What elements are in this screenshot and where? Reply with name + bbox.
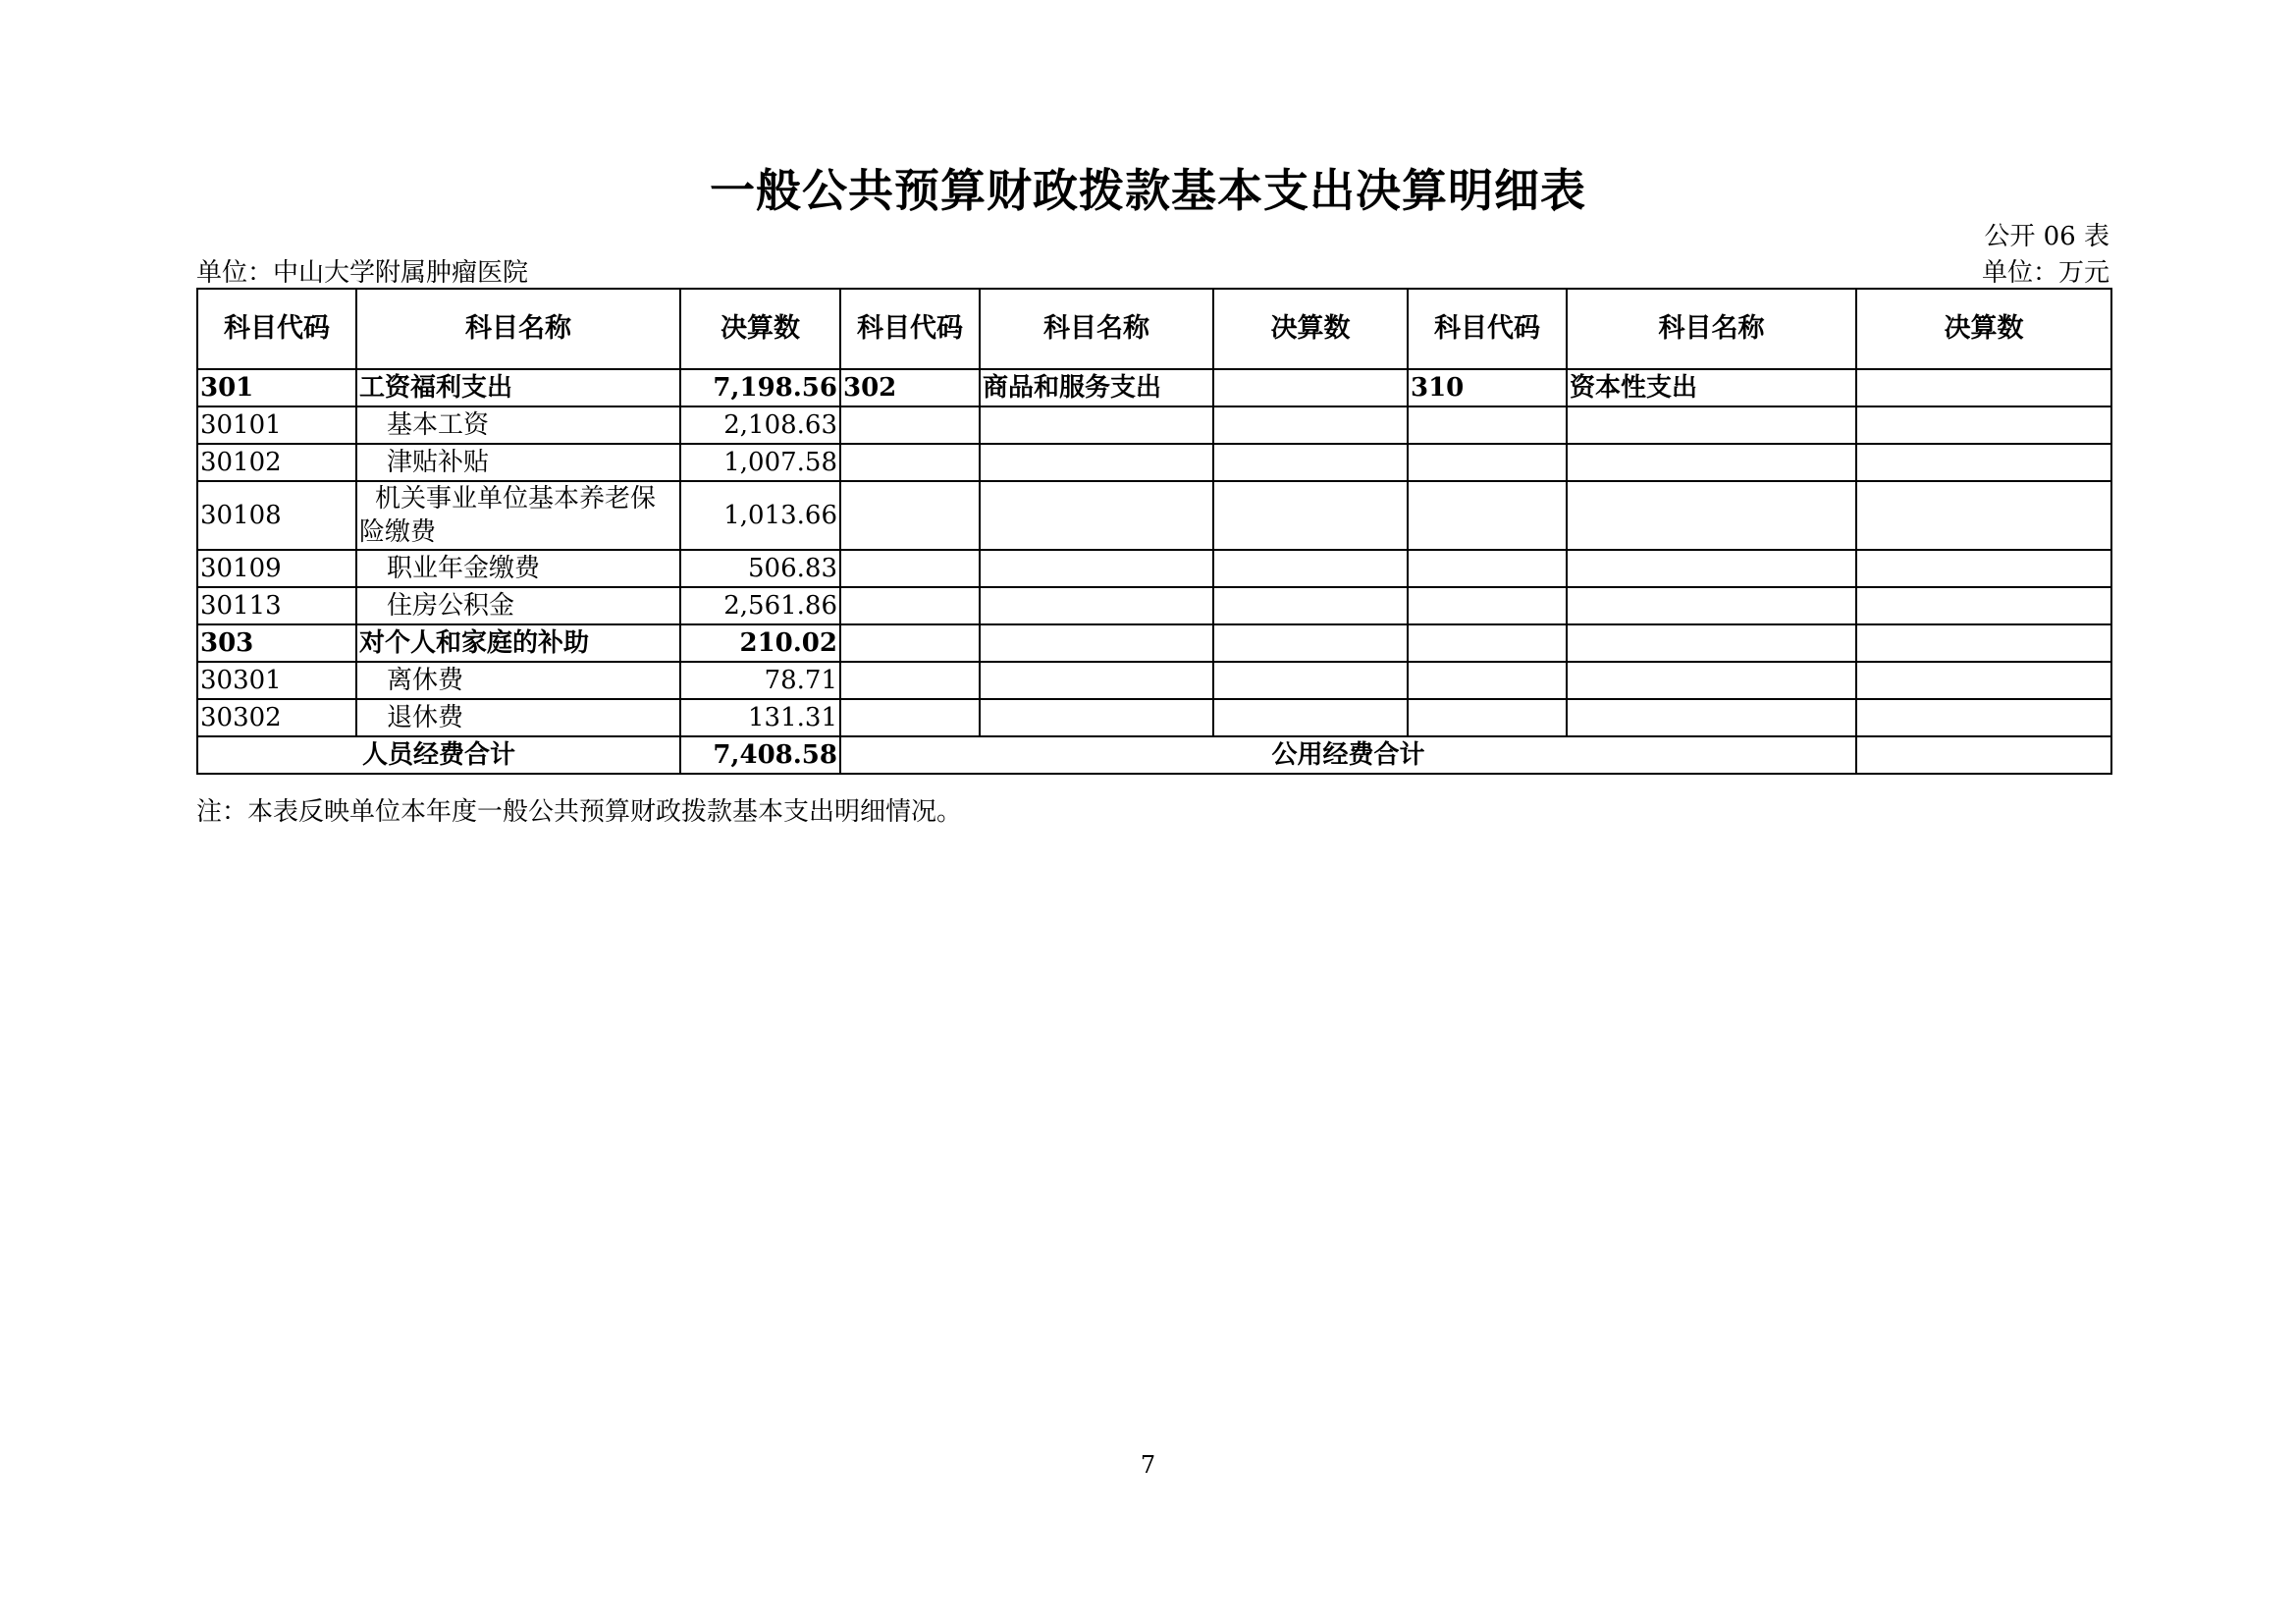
table-row	[197, 662, 2111, 699]
empty-cell	[840, 699, 980, 736]
row-name: 离休费	[356, 662, 680, 699]
row-name: 商品和服务支出	[980, 369, 1213, 406]
table-note: 注：本表反映单位本年度一般公共预算财政拨款基本支出明细情况。	[196, 797, 963, 827]
table-row	[197, 550, 2111, 587]
row-amount: 78.71	[680, 662, 840, 699]
header-code-3: 科目代码	[1408, 289, 1567, 369]
row-code: 302	[840, 369, 980, 406]
personnel-total-value: 7,408.58	[680, 736, 840, 774]
row-name: 机关事业单位基本养老保险缴费	[356, 481, 680, 550]
table-header-row	[197, 289, 2111, 369]
empty-cell	[840, 444, 980, 481]
table-row	[197, 587, 2111, 624]
row-code: 30113	[197, 587, 356, 624]
table-row	[197, 369, 2111, 406]
row-name: 职业年金缴费	[356, 550, 680, 587]
row-code: 30102	[197, 444, 356, 481]
public-total-value	[1856, 736, 2111, 774]
empty-cell	[1856, 662, 2111, 699]
empty-cell	[1408, 550, 1567, 587]
empty-cell	[840, 662, 980, 699]
empty-cell	[1408, 662, 1567, 699]
empty-cell	[1856, 699, 2111, 736]
row-code: 30101	[197, 406, 356, 444]
empty-cell	[980, 587, 1213, 624]
header-amount-2: 决算数	[1213, 289, 1408, 369]
empty-cell	[840, 587, 980, 624]
empty-cell	[1213, 444, 1408, 481]
empty-cell	[1408, 624, 1567, 662]
totals-row	[197, 736, 2111, 774]
empty-cell	[980, 550, 1213, 587]
expenditure-table	[196, 288, 2112, 775]
table-row	[197, 699, 2111, 736]
empty-cell	[980, 699, 1213, 736]
empty-cell	[1213, 587, 1408, 624]
empty-cell	[1856, 587, 2111, 624]
header-name-2: 科目名称	[980, 289, 1213, 369]
header-code-2: 科目代码	[840, 289, 980, 369]
empty-cell	[980, 662, 1213, 699]
empty-cell	[1213, 481, 1408, 550]
empty-cell	[1567, 406, 1856, 444]
row-amount: 1,013.66	[680, 481, 840, 550]
table-row	[197, 481, 2111, 550]
empty-cell	[1408, 444, 1567, 481]
empty-cell	[840, 406, 980, 444]
empty-cell	[1567, 699, 1856, 736]
empty-cell	[1856, 550, 2111, 587]
table-row	[197, 624, 2111, 662]
page-number: 7	[1140, 1451, 1156, 1479]
empty-cell	[1856, 406, 2111, 444]
empty-cell	[1856, 444, 2111, 481]
header-amount-1: 决算数	[680, 289, 840, 369]
empty-cell	[980, 444, 1213, 481]
row-name: 津贴补贴	[356, 444, 680, 481]
empty-cell	[1856, 481, 2111, 550]
empty-cell	[840, 481, 980, 550]
empty-cell	[980, 406, 1213, 444]
empty-cell	[1213, 699, 1408, 736]
form-number: 公开 06 表	[1984, 222, 2109, 251]
row-amount	[1213, 369, 1408, 406]
row-code: 30301	[197, 662, 356, 699]
row-code: 303	[197, 624, 356, 662]
header-amount-3: 决算数	[1856, 289, 2111, 369]
public-total-label: 公用经费合计	[840, 736, 1856, 774]
row-amount: 210.02	[680, 624, 840, 662]
empty-cell	[1213, 624, 1408, 662]
empty-cell	[1567, 481, 1856, 550]
empty-cell	[1567, 624, 1856, 662]
empty-cell	[1408, 699, 1567, 736]
header-code-1: 科目代码	[197, 289, 356, 369]
row-amount: 2,108.63	[680, 406, 840, 444]
empty-cell	[1213, 406, 1408, 444]
empty-cell	[1408, 481, 1567, 550]
empty-cell	[1408, 406, 1567, 444]
table-row	[197, 444, 2111, 481]
row-name: 基本工资	[356, 406, 680, 444]
row-name: 资本性支出	[1567, 369, 1856, 406]
row-code: 30109	[197, 550, 356, 587]
unit-currency: 单位：万元	[1981, 258, 2109, 288]
empty-cell	[1213, 662, 1408, 699]
empty-cell	[840, 550, 980, 587]
row-amount: 506.83	[680, 550, 840, 587]
table-row	[197, 406, 2111, 444]
row-amount: 2,561.86	[680, 587, 840, 624]
empty-cell	[1567, 587, 1856, 624]
row-name: 住房公积金	[356, 587, 680, 624]
row-amount: 1,007.58	[680, 444, 840, 481]
row-name: 退休费	[356, 699, 680, 736]
row-code: 30302	[197, 699, 356, 736]
empty-cell	[1567, 550, 1856, 587]
row-code: 310	[1408, 369, 1567, 406]
empty-cell	[1408, 587, 1567, 624]
empty-cell	[840, 624, 980, 662]
empty-cell	[1856, 624, 2111, 662]
row-amount	[1856, 369, 2111, 406]
personnel-total-label: 人员经费合计	[197, 736, 680, 774]
header-name-1: 科目名称	[356, 289, 680, 369]
unit-organization: 单位：中山大学附属肿瘤医院	[196, 258, 529, 288]
empty-cell	[1567, 444, 1856, 481]
row-amount: 131.31	[680, 699, 840, 736]
row-name: 工资福利支出	[356, 369, 680, 406]
row-code: 30108	[197, 481, 356, 550]
row-code: 301	[197, 369, 356, 406]
empty-cell	[1213, 550, 1408, 587]
header-name-3: 科目名称	[1567, 289, 1856, 369]
row-name: 对个人和家庭的补助	[356, 624, 680, 662]
empty-cell	[1567, 662, 1856, 699]
row-amount: 7,198.56	[680, 369, 840, 406]
empty-cell	[980, 624, 1213, 662]
page-title: 一般公共预算财政拨款基本支出决算明细表	[710, 164, 1586, 217]
empty-cell	[980, 481, 1213, 550]
